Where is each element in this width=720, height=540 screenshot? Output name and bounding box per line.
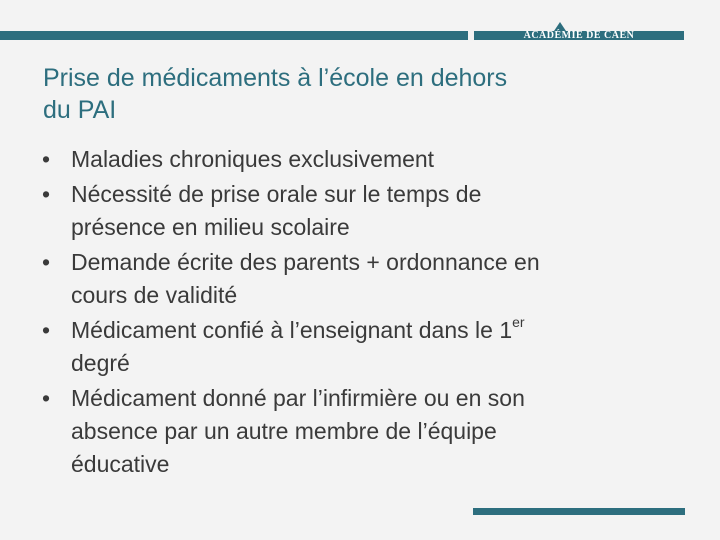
title-line-1: Prise de médicaments à l’école en dehors [43,64,508,92]
slide-title [43,62,683,126]
bullet-text: Médicament donné par l’infirmière ou en son [71,385,525,411]
bullet-text: degré [71,350,130,376]
bullet-text: Demande écrite des parents + ordonnance en [71,249,540,275]
title-line-2: du PAI [43,96,117,124]
bullet-icon: • [42,249,51,275]
bullet-item [42,178,662,244]
bullet-text: Nécessité de prise orale sur le temps de [71,181,482,207]
header-bar [0,31,468,40]
bullet-icon: • [42,385,51,411]
bullet-icon: • [42,317,51,343]
bullet-item [42,314,662,380]
logo-text: ACADÉMIE DE CAEN [523,30,635,41]
bullet-text: cours de validité [71,282,238,308]
superscript: er [512,314,525,331]
bullet-text: éducative [71,451,170,477]
bullet-icon: • [42,146,51,172]
bullet-item [42,143,662,176]
bullet-item [42,246,662,312]
bullet-text: Maladies chroniques exclusivement [71,146,435,172]
bullet-item [42,382,662,481]
bullet-text-line [71,314,662,347]
bullet-text: absence par un autre membre de l’équipe [71,418,497,444]
footer-bar [473,508,685,515]
bullet-icon: • [42,181,51,207]
bullet-text: Médicament confié à l’enseignant dans le 1 [71,317,513,343]
bullet-text: présence en milieu scolaire [71,214,350,240]
bullet-list [42,143,662,483]
academie-logo [474,22,684,40]
